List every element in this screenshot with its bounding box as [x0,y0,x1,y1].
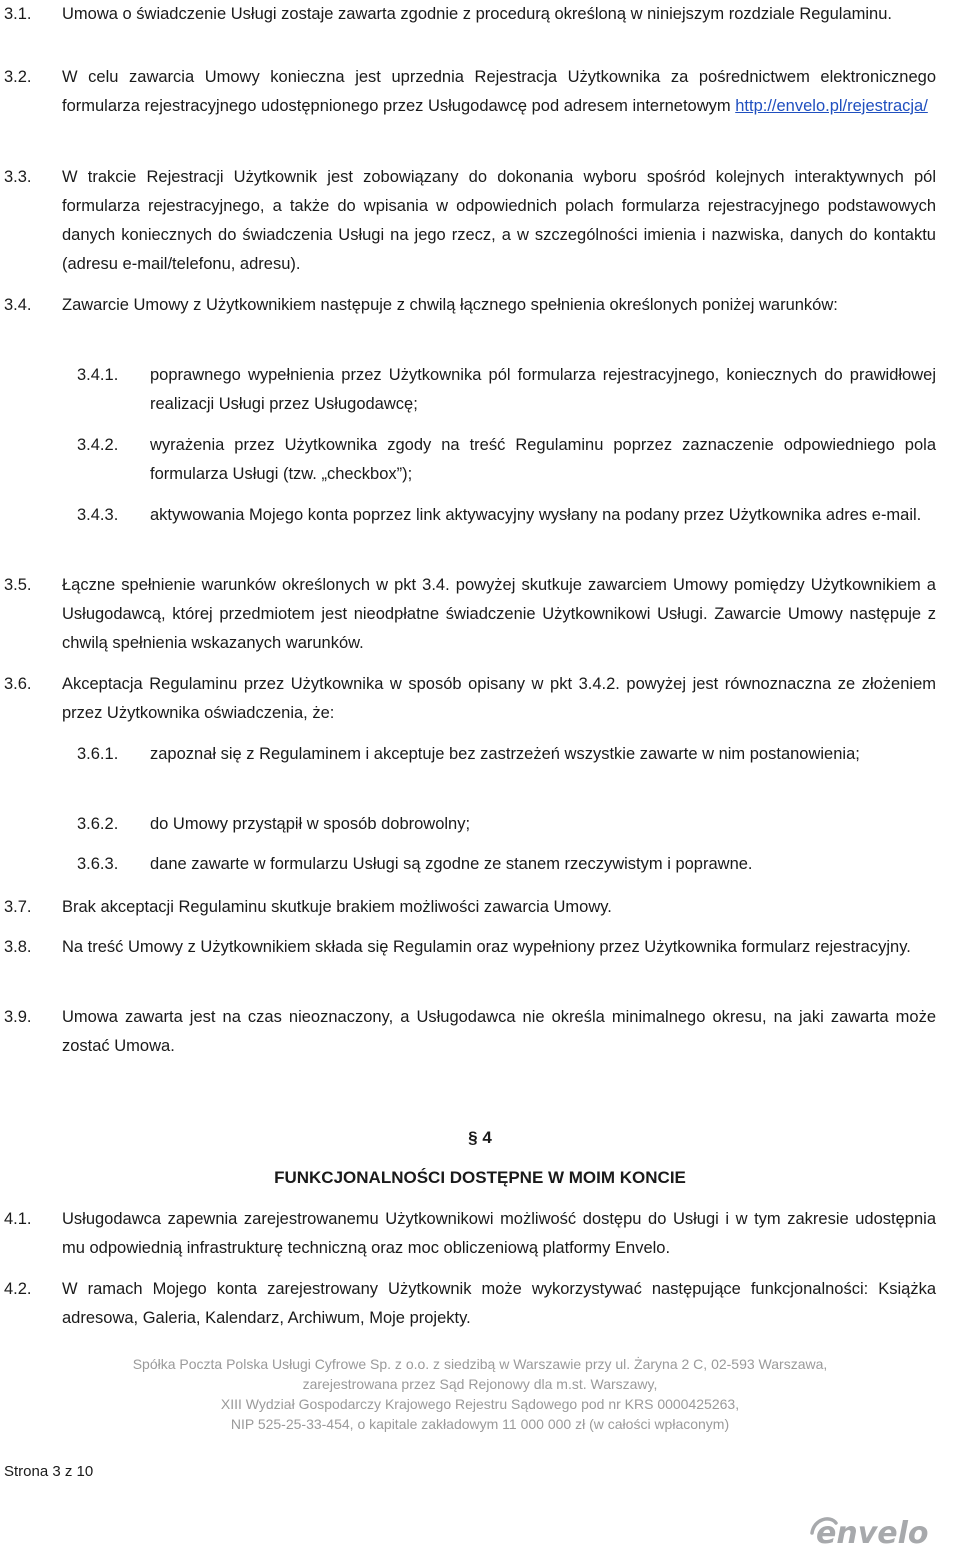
footer-line: zarejestrowana przez Sąd Rejonowy dla m.st. Warszawy, [302,1376,658,1392]
footer-line: XIII Wydział Gospodarczy Krajowego Rejestru Sądowego pod nr KRS 0000425263, [220,1396,740,1412]
clause-number: 3.6. [4,675,32,693]
clause-number: 3.6.3. [77,855,119,873]
clause-number: 3.3. [4,168,32,186]
registration-link[interactable]: http://envelo.pl/rejestracja/ [735,97,928,115]
clause-text-body: W celu zawarcia Umowy konieczna jest uprzednia Rejestracja Użytkownika za pośrednictwem elektronicznego formularza rejestracyjnego udostępnionego przez Usługodawcę pod adresem internetowym [62,68,936,115]
clause-text: do Umowy przystąpił w sposób dobrowolny; [150,815,471,833]
footer-line: NIP 525-25-33-454, o kapitale zakładowym 11 000 000 zł (w całości wpłaconym) [230,1416,730,1432]
clause-number: 3.1. [4,5,32,23]
clause-text: poprawnego wypełnienia przez Użytkownika pól formularza rejestracyjnego, koniecznych do prawidłowej realizacji Usługi przez Usługodawcę; [150,366,936,413]
clause-number: 3.8. [4,938,32,956]
clause-text: aktywowania Mojego konta poprzez link aktywacyjny wysłany na podany przez Użytkownika adres e-mail. [150,506,922,524]
clause-number: 3.4.2. [77,436,119,454]
clause-text: dane zawarte w formularzu Usługi są zgodne ze stanem rzeczywistym i poprawne. [150,855,753,873]
clause-number: 3.6.1. [77,745,119,763]
clause-text: Umowa zawarta jest na czas nieoznaczony, a Usługodawca nie określa minimalnego okresu, na jaki zawarta może zostać Umowa. [62,1008,936,1055]
clause-text: zapoznał się z Regulaminem i akceptuje bez zastrzeżeń wszystkie zawarte w nim postanowienia; [150,745,860,763]
clause-text: Usługodawca zapewnia zarejestrowanemu Użytkownikowi możliwość dostępu do Usługi i w tym zakresie udostępnia mu odpowiednią infrastrukturę techniczną oraz moc obliczeniową platformy Envelo. [62,1210,936,1257]
clause-text [62,63,936,121]
clause-number: 3.4.1. [77,366,119,384]
envelo-logo [808,1505,938,1555]
clause-text: Na treść Umowy z Użytkownikiem składa się Regulamin oraz wypełniony przez Użytkownika formularz rejestracyjny. [62,938,911,956]
clause-number: 3.2. [4,68,32,86]
footer-company-info [0,1354,960,1434]
clause-text: Akceptacja Regulaminu przez Użytkownika w sposób opisany w pkt 3.4.2. powyżej jest równoznaczna ze złożeniem przez Użytkownika oświadczenia, że: [62,675,936,722]
clause-number: 4.2. [4,1280,32,1298]
clause-number: 3.7. [4,898,32,916]
clause-text: W trakcie Rejestracji Użytkownik jest zobowiązany do dokonania wyboru spośród kolejnych interaktywnych pól formularza rejestracyjnego, a także do wpisania w odpowiednich polach formularza rejestracyjnego podstawowych danych koniecznych do świadczenia Usługi na jego rzecz, a w szczególności imienia i nazwiska, danych do kontaktu (adresu e-mail/telefonu, adresu). [62,168,936,273]
clause-number: 4.1. [4,1210,32,1228]
clause-text: Łączne spełnienie warunków określonych w pkt 3.4. powyżej skutkuje zawarciem Umowy pomiędzy Użytkownikiem a Usługodawcą, której przedmiotem jest nieodpłatne świadczenie Użytkownikowi Usługi. Zawarcie Umowy następuje z chwilą spełnienia wskazanych warunków. [62,576,936,652]
clause-number: 3.6.2. [77,815,119,833]
clause-text: Zawarcie Umowy z Użytkownikiem następuje z chwilą łącznego spełnienia określonych poniżej warunków: [62,296,838,314]
clause-number: 3.4. [4,296,32,314]
footer-line: Spółka Poczta Polska Usługi Cyfrowe Sp. z o.o. z siedzibą w Warszawie przy ul. Żaryna 2 C, 02-593 Warszawa, [132,1356,828,1372]
clause-text: Umowa o świadczenie Usługi zostaje zawarta zgodnie z procedurą określoną w niniejszym rozdziale Regulaminu. [62,5,892,23]
clause-number: 3.4.3. [77,506,119,524]
logo-text: envelo [816,1516,929,1551]
clause-number: 3.9. [4,1008,32,1026]
section-title: FUNKCJONALNOŚCI DOSTĘPNE W MOIM KONCIE [274,1168,686,1187]
section-symbol: § 4 [468,1128,492,1147]
clause-text: wyrażenia przez Użytkownika zgody na treść Regulaminu poprzez zaznaczenie odpowiedniego pola formularza Usługi (tzw. „checkbox”); [150,436,936,483]
clause-text: Brak akceptacji Regulaminu skutkuje brakiem możliwości zawarcia Umowy. [62,898,612,916]
page-number: Strona 3 z 10 [4,1463,94,1480]
clause-number: 3.5. [4,576,32,594]
clause-text: W ramach Mojego konta zarejestrowany Użytkownik może wykorzystywać następujące funkcjonalności: Książka adresowa, Galeria, Kalendarz, Archiwum, Moje projekty. [62,1280,936,1327]
